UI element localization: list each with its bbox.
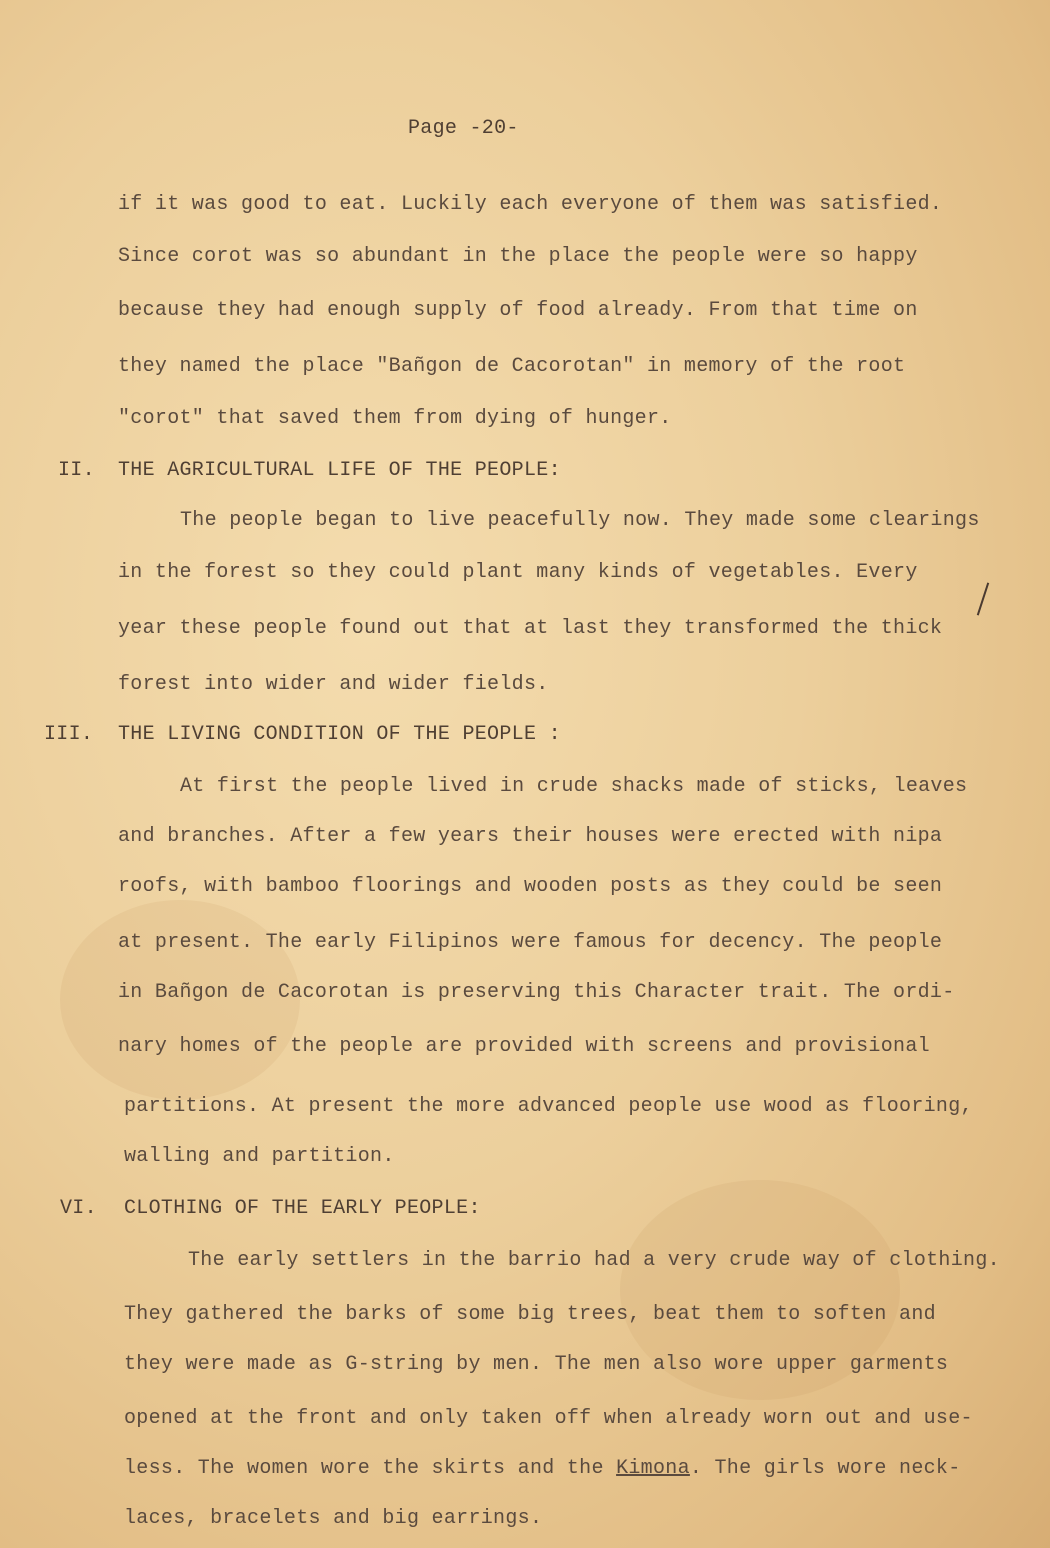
section-heading: CLOTHING OF THE EARLY PEOPLE: [124, 1197, 481, 1220]
text-line: partitions. At present the more advanced people use wood as flooring, [124, 1095, 973, 1118]
text-line: in Bañgon de Cacorotan is preserving this Character trait. The ordi- [118, 981, 955, 1004]
section-heading: THE LIVING CONDITION OF THE PEOPLE : [118, 723, 561, 746]
text-line: because they had enough supply of food already. From that time on [118, 299, 918, 322]
section-number: III. [44, 723, 94, 746]
text-line: if it was good to eat. Luckily each everyone of them was satisfied. [118, 193, 943, 216]
text-segment: less. The women wore the skirts and the [124, 1457, 617, 1480]
text-line: laces, bracelets and big earrings. [124, 1507, 543, 1530]
text-line: They gathered the barks of some big trees, beat them to soften and [124, 1303, 936, 1326]
text-line: Since corot was so abundant in the place the people were so happy [118, 245, 918, 268]
text-line: they were made as G-string by men. The men also wore upper garments [124, 1353, 949, 1376]
text-line: and branches. After a few years their houses were erected with nipa [118, 825, 943, 848]
text-line [124, 1456, 961, 1482]
section-number: II. [58, 459, 95, 482]
text-line: they named the place "Bañgon de Cacorotan" in memory of the root [118, 355, 906, 378]
text-line: forest into wider and wider fields. [118, 673, 549, 696]
text-line: "corot" that saved them from dying of hunger. [118, 407, 672, 430]
text-line: nary homes of the people are provided with screens and provisional [118, 1035, 930, 1058]
text-line: opened at the front and only taken off when already worn out and use- [124, 1407, 973, 1430]
section-heading: THE AGRICULTURAL LIFE OF THE PEOPLE: [118, 459, 561, 482]
text-line: in the forest so they could plant many kinds of vegetables. Every [118, 561, 918, 584]
page-number: Page -20- [408, 117, 519, 140]
section-number: VI. [60, 1197, 97, 1220]
text-line: The people began to live peacefully now. They made some clearings [180, 509, 980, 532]
text-line: walling and partition. [124, 1145, 395, 1168]
text-line: at present. The early Filipinos were famous for decency. The people [118, 931, 943, 954]
text-line: roofs, with bamboo floorings and wooden posts as they could be seen [118, 875, 943, 898]
margin-pen-mark [977, 583, 989, 616]
text-line: The early settlers in the barrio had a very crude way of clothing. [188, 1249, 1000, 1272]
text-line: At first the people lived in crude shacks made of sticks, leaves [180, 775, 968, 798]
text-segment: . The girls wore neck- [689, 1457, 961, 1480]
underlined-word: Kimona [616, 1457, 690, 1480]
text-line: year these people found out that at last they transformed the thick [118, 617, 943, 640]
